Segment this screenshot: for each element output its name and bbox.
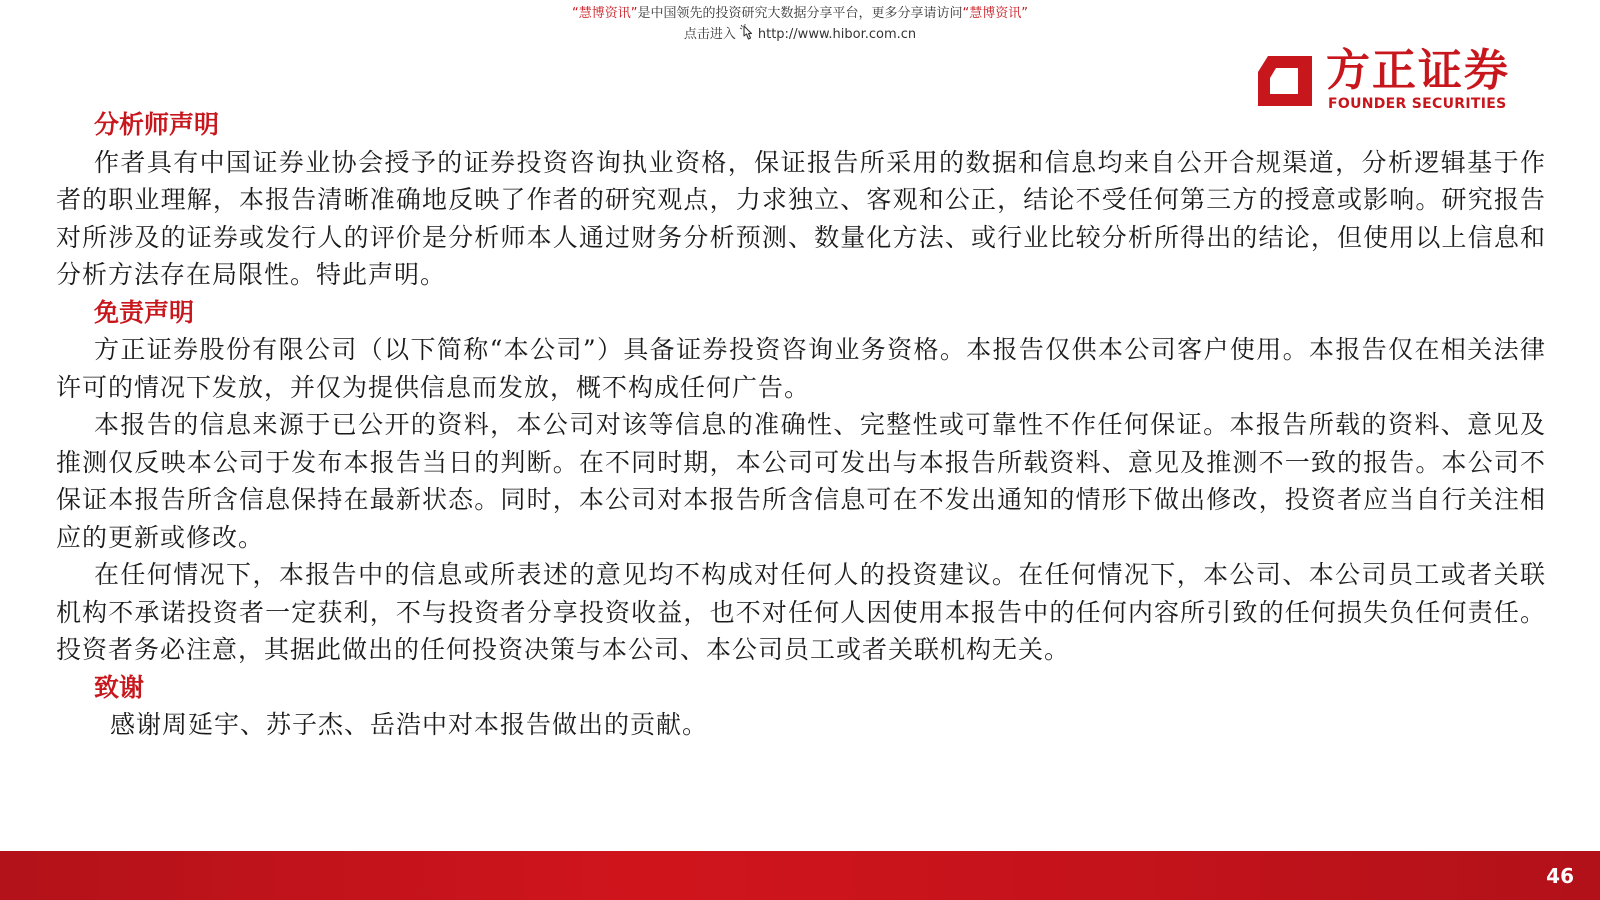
footer-bar (0, 851, 1600, 900)
logo-name-en: FOUNDER SECURITIES (1328, 96, 1507, 112)
click-text[interactable]: 点击进入 (683, 27, 736, 42)
hibor-notice-line (0, 4, 1600, 24)
acknowledgement-text: 感谢周延宇、苏子杰、岳浩中对本报告做出的贡献。 (110, 710, 709, 739)
notice-brand-end: “慧博资讯” (962, 6, 1028, 21)
disclaimer-paragraph-2: 本报告的信息来源于已公开的资料，本公司对该等信息的准确性、完整性或可靠性不作任何保证。本报告所载的资料、意见及推测仅反映本公司于发布本报告当日的判断。在不同时期，本公司可发出与本报告所载资料、意见及推测不一致的报告。本公司不保证本报告所含信息保持在最新状态。同时，本公司对本报告所含信息可在不发出通知的情形下做出修改，投资者应当自行关注相应的更新或修改。 (56, 410, 1546, 552)
analyst-statement-paragraph: 作者具有中国证券业协会授予的证券投资咨询执业资格，保证报告所采用的数据和信息均来自公开合规渠道，分析逻辑基于作者的职业理解，本报告清晰准确地反映了作者的研究观点，力求独立、客观和公正，结论不受任何第三方的授意或影响。研究报告对所涉及的证券或发行人的评价是分析师本人通过财务分析预测、数量化方法、或行业比较分析所得出的结论，但使用以上信息和分析方法存在局限性。特此声明。 (56, 147, 1546, 289)
logo-name-cn: 方正证券 (1326, 45, 1510, 96)
hibor-url-link[interactable]: http://www.hibor.com.cn (757, 27, 917, 42)
disclaimer-heading: 免责声明 (94, 297, 195, 327)
founder-logo-mark-icon (1254, 50, 1316, 112)
notice-brand: “慧博资讯” (572, 6, 638, 21)
acknowledgement-heading: 致谢 (94, 672, 145, 702)
hibor-link-line[interactable] (0, 24, 1600, 45)
page-number: 46 (1546, 864, 1574, 888)
disclaimer-paragraph-1: 方正证券股份有限公司（以下简称“本公司”）具备证券投资咨询业务资格。本报告仅供本公司客户使用。本报告仅在相关法律许可的情况下发放，并仅为提供信息而发放，概不构成任何广告。 (56, 335, 1546, 402)
hibor-notice (0, 4, 1600, 45)
report-disclosures (56, 106, 1546, 744)
analyst-statement-heading: 分析师声明 (94, 110, 220, 139)
disclaimer-paragraph-3: 在任何情况下，本报告中的信息或所表述的意见均不构成对任何人的投资建议。在任何情况下，本公司、本公司员工或者关联机构不承诺投资者一定获利，不与投资者分享投资收益，也不对任何人因使用本报告中的任何内容所引致的任何损失负任何责任。投资者务必注意，其据此做出的任何投资决策与本公司、本公司员工或者关联机构无关。 (56, 560, 1546, 664)
notice-text: 是中国领先的投资研究大数据分享平台，更多分享请访问 (637, 6, 963, 21)
cursor-pointer-icon[interactable] (738, 24, 756, 42)
